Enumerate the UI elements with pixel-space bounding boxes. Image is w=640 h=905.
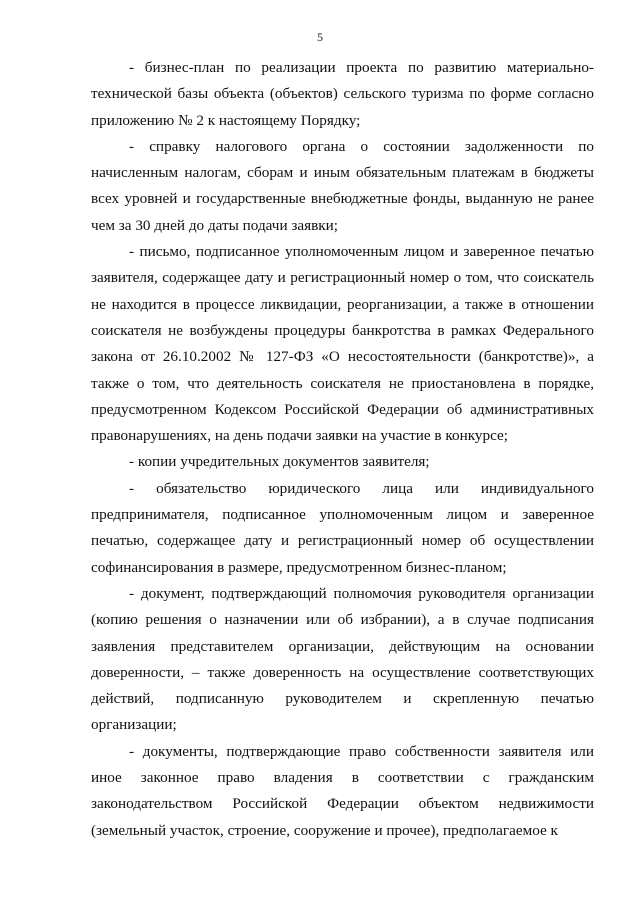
paragraph-authority-document: - документ, подтверждающий полномочия руководителя организации (копию решения о назначении или об избрании), а в случае подписания заявления представителем организации, действующим на основании доверенности, – также доверенность на осуществление соответствующих действий, подписанную руководителем и скрепленную печатью организации; [91,584,594,734]
paragraph-tax-certificate: - справку налогового органа о состоянии задолженности по начисленным налогам, сборам и иным обязательным платежам в бюджеты всех уровней и государственные внебюджетные фонды, выданную не ранее чем за 30 дней до даты подачи заявки; [91,137,594,234]
paragraph-obligation: - обязательство юридического лица или индивидуального предпринимателя, подписанное уполномоченным лицом и заверенное печатью, содержащее дату и регистрационный номер об осуществлении софинансирования в размере, предусмотренном бизнес-планом; [91,479,594,576]
paragraph-ownership-documents: - документы, подтверждающие право собственности заявителя или иное законное право владения в соответствии с гражданским законодательством Российской Федерации объектом недвижимости (земельный участок, строение, сооружение и прочее), предполагаемое к [91,742,594,839]
paragraph-business-plan: - бизнес-план по реализации проекта по развитию материально-технической базы объекта (объектов) сельского туризма по форме согласно приложению № 2 к настоящему Порядку; [91,59,594,129]
paragraph-founding-documents: - копии учредительных документов заявителя; [129,453,430,471]
paragraph-letter: - письмо, подписанное уполномоченным лицом и заверенное печатью заявителя, содержащее дату и регистрационный номер о том, что соискатель не находится в процессе ликвидации, реорганизации, а также в отношении соискателя не возбуждены процедуры банкротства в рамках Федерального закона от 26.10.2002 № 127-ФЗ «О несостоятельности (банкротстве)», а также о том, что деятельность соискателя не приостановлена в порядке, предусмотренном Кодексом Российской Федерации об административных правонарушениях, на день подачи заявки на участие в конкурсе; [91,243,594,445]
document-body [91,55,594,844]
page-number: 5 [317,30,323,44]
